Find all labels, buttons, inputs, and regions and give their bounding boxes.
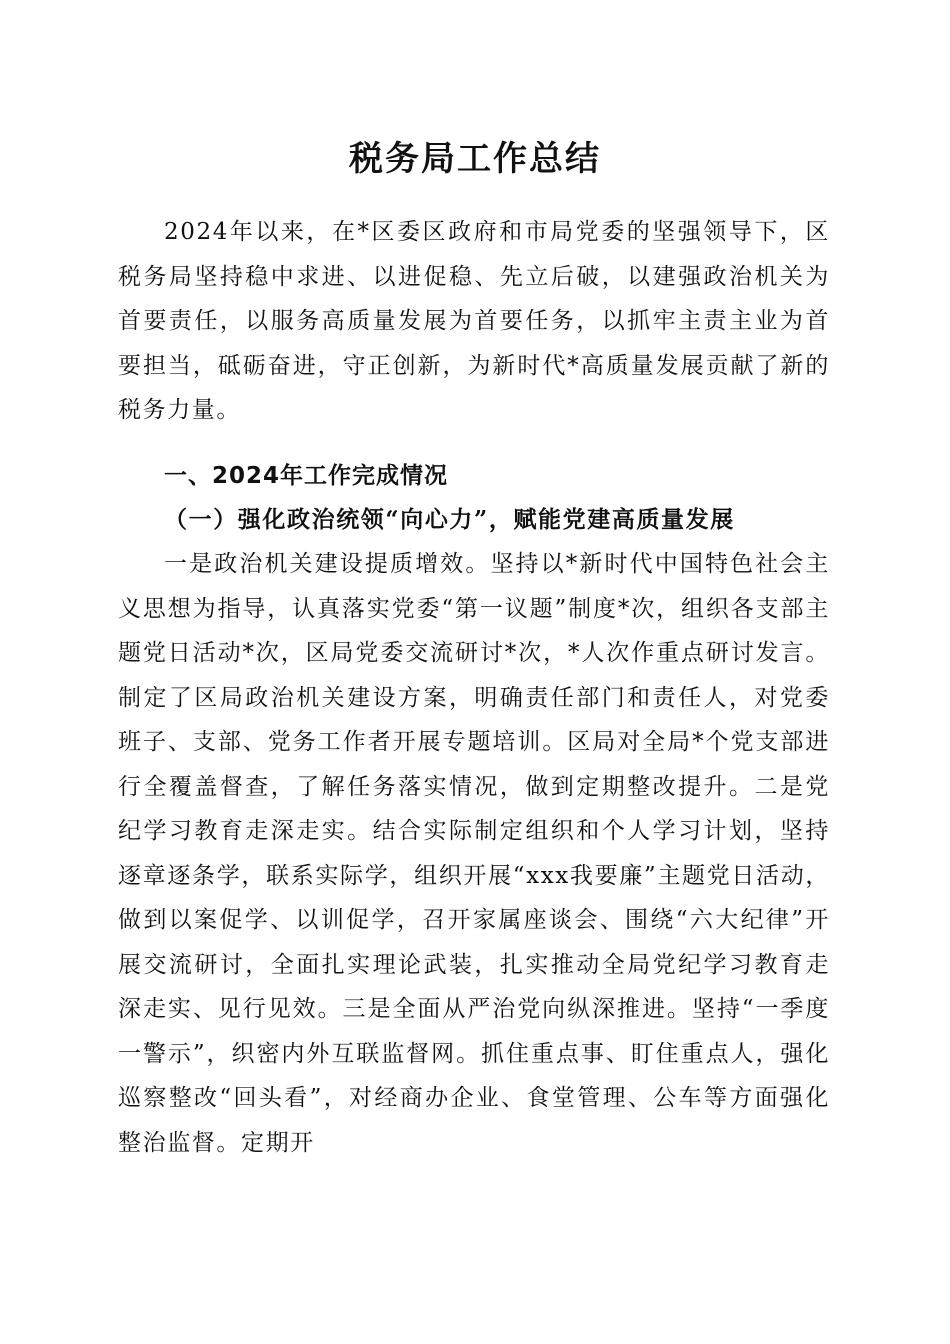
intro-paragraph: 2024年以来，在*区委区政府和市局党委的坚强领导下，区税务局坚持稳中求进、以进促稳、先立后破，以建强政治机关为首要责任，以服务高质量发展为首要任务，以抓牢主责主业为首要担当，砥砺奋进，守正创新，为新时代*高质量发展贡献了新的税务力量。: [118, 219, 830, 423]
document-title: 税务局工作总结: [349, 139, 601, 179]
subsection-heading: （一）强化政治统领“向心力”，赋能党建高质量发展: [164, 506, 735, 533]
main-paragraph: 一是政治机关建设提质增效。坚持以*新时代中国特色社会主义思想为指导，认真落实党委“第一议题”制度*次，组织各支部主题党日活动*次，区局党委交流研讨*次，*人次作重点研讨发言。制定了区局政治机关建设方案，明确责任部门和责任人，对党委班子、支部、党务工作者开展专题培训。区局对全局*个党支部进行全覆盖督查，了解任务落实情况，做到定期整改提升。二是党纪学习教育走深走实。结合实际制定组织和个人学习计划，坚持逐章逐条学，联系实际学，组织开展“xxx我要廉”主题党日活动，做到以案促学、以训促学，召开家属座谈会、围绕“六大纪律”开展交流研讨，全面扎实理论武装，扎实推动全局党纪学习教育走深走实、见行见效。三是全面从严治党向纵深推进。坚持“一季度一警示”，织密内外互联监督网。抓住重点事、盯住重点人，强化巡察整改“回头看”，对经商办企业、食堂管理、公车等方面强化整治监督。定期开: [118, 551, 830, 1156]
section-heading: 一、2024年工作完成情况: [164, 463, 449, 489]
